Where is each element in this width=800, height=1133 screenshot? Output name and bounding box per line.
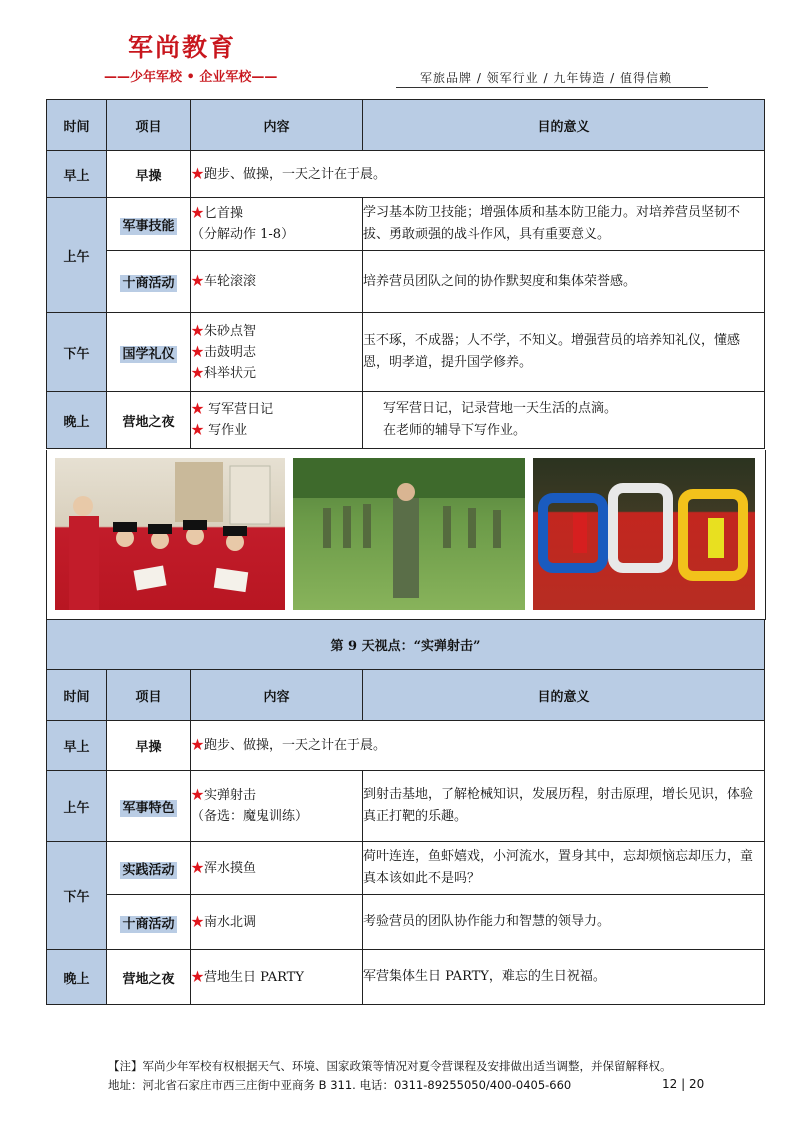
header-time: 时间 xyxy=(47,670,107,721)
photo-wheel-game xyxy=(533,458,755,610)
table-header-row xyxy=(47,100,765,151)
table-row xyxy=(47,842,765,895)
time-cell: 晚上 xyxy=(47,950,107,1005)
schedule-table-1 xyxy=(46,99,765,449)
photo-strip xyxy=(46,450,766,620)
content-cell: ★朱砂点智 ★击鼓明志 ★科举状元 xyxy=(191,313,363,392)
time-cell: 晚上 xyxy=(47,392,107,449)
table-row xyxy=(47,198,765,251)
header-time: 时间 xyxy=(47,100,107,151)
star-icon: ★ xyxy=(191,274,205,289)
content-cell: ★实弹射击 （备选：魔鬼训练） xyxy=(191,771,363,842)
header-item: 项目 xyxy=(107,670,191,721)
content-cell: ★匕首操 （分解动作 1-8） xyxy=(191,198,363,251)
item-cell: 十商活动 xyxy=(107,895,191,950)
star-icon: ★ xyxy=(191,344,205,360)
purpose-cell: 荷叶连连，鱼虾嬉戏，小河流水，置身其中，忘却烦恼忘却压力，童真本该如此不是吗？ xyxy=(363,842,765,895)
item-cell: 早操 xyxy=(107,721,191,771)
table-header-row xyxy=(47,670,765,721)
star-icon: ★ xyxy=(191,206,205,221)
time-cell: 下午 xyxy=(47,842,107,950)
content-cell: ★浑水摸鱼 xyxy=(191,842,363,895)
photo-military-march xyxy=(293,458,525,610)
content-cell: ★南水北调 xyxy=(191,895,363,950)
time-cell: 上午 xyxy=(47,771,107,842)
day-title: 第 9 天视点：“实弹射击” xyxy=(47,620,765,670)
table-row xyxy=(47,313,765,392)
footer-note: 【注】军尚少年军校有权根据天气、环境、国家政策等情况对夏令营课程及安排做出适当调整，并保留解释权。 xyxy=(108,1059,672,1073)
star-icon: ★ xyxy=(191,914,205,930)
star-icon: ★ xyxy=(191,860,205,876)
page-number: 12 | 20 xyxy=(662,1077,705,1091)
table-row xyxy=(47,895,765,950)
table-row xyxy=(47,151,765,198)
table-row xyxy=(47,721,765,771)
purpose-cell: 到射击基地，了解枪械知识，发展历程，射击原理，增长见识，体验真正打靶的乐趣。 xyxy=(363,771,765,842)
content-cell: ★ 写军营日记 ★ 写作业 xyxy=(191,392,363,449)
item-cell: 营地之夜 xyxy=(107,950,191,1005)
content-cell: ★跑步、做操，一天之计在于晨。 xyxy=(191,151,765,198)
star-icon: ★ xyxy=(191,323,205,339)
header-item: 项目 xyxy=(107,100,191,151)
item-cell: 军事技能 xyxy=(107,198,191,251)
header-purpose: 目的意义 xyxy=(363,100,765,151)
photo-guoxue-reading xyxy=(55,458,285,610)
time-cell: 早上 xyxy=(47,151,107,198)
time-cell: 早上 xyxy=(47,721,107,771)
header-purpose: 目的意义 xyxy=(363,670,765,721)
star-icon: ★ xyxy=(191,788,205,803)
day-title-row xyxy=(47,620,765,670)
table-row xyxy=(47,392,765,449)
item-cell: 实践活动 xyxy=(107,842,191,895)
content-cell: ★营地生日 PARTY xyxy=(191,950,363,1005)
purpose-cell: 写军营日记，记录营地一天生活的点滴。 在老师的辅导下写作业。 xyxy=(363,392,765,449)
brand-subtitle: ——少年军校 • 企业军校—— xyxy=(104,70,278,85)
item-cell: 早操 xyxy=(107,151,191,198)
header-content: 内容 xyxy=(191,670,363,721)
star-icon: ★ xyxy=(191,423,205,438)
footer-address: 地址：河北省石家庄市西三庄街中亚商务 B 311. 电话：0311-89255050/400-0405-660 xyxy=(108,1078,572,1092)
star-icon: ★ xyxy=(191,738,205,753)
time-cell: 上午 xyxy=(47,198,107,313)
star-icon: ★ xyxy=(191,166,205,182)
header-slogan: 军旅品牌 / 领军行业 / 九年铸造 / 值得信赖 xyxy=(420,71,673,85)
schedule-table-2 xyxy=(46,619,765,1005)
star-icon: ★ xyxy=(191,365,205,381)
item-cell: 十商活动 xyxy=(107,251,191,313)
item-cell: 国学礼仪 xyxy=(107,313,191,392)
purpose-cell: 学习基本防卫技能；增强体质和基本防卫能力。对培养营员坚韧不拔、勇敢顽强的战斗作风，具有重要意义。 xyxy=(363,198,765,251)
item-cell: 军事特色 xyxy=(107,771,191,842)
content-cell: ★跑步、做操，一天之计在于晨。 xyxy=(191,721,765,771)
purpose-cell: 玉不琢，不成器；人不学，不知义。增强营员的培养知礼仪，懂感恩，明孝道，提升国学修养。 xyxy=(363,313,765,392)
brand-logo-text: 军尚教育 xyxy=(128,33,237,62)
purpose-cell: 军营集体生日 PARTY，难忘的生日祝福。 xyxy=(363,950,765,1005)
content-cell: ★车轮滚滚 xyxy=(191,251,363,313)
time-cell: 下午 xyxy=(47,313,107,392)
star-icon: ★ xyxy=(191,969,205,985)
table-row xyxy=(47,771,765,842)
purpose-cell: 考验营员的团队协作能力和智慧的领导力。 xyxy=(363,895,765,950)
header-divider xyxy=(396,87,708,88)
header-content: 内容 xyxy=(191,100,363,151)
item-cell: 营地之夜 xyxy=(107,392,191,449)
purpose-cell: 培养营员团队之间的协作默契度和集体荣誉感。 xyxy=(363,251,765,313)
table-row xyxy=(47,251,765,313)
page-header xyxy=(0,0,800,95)
table-row xyxy=(47,950,765,1005)
star-icon: ★ xyxy=(191,402,205,417)
